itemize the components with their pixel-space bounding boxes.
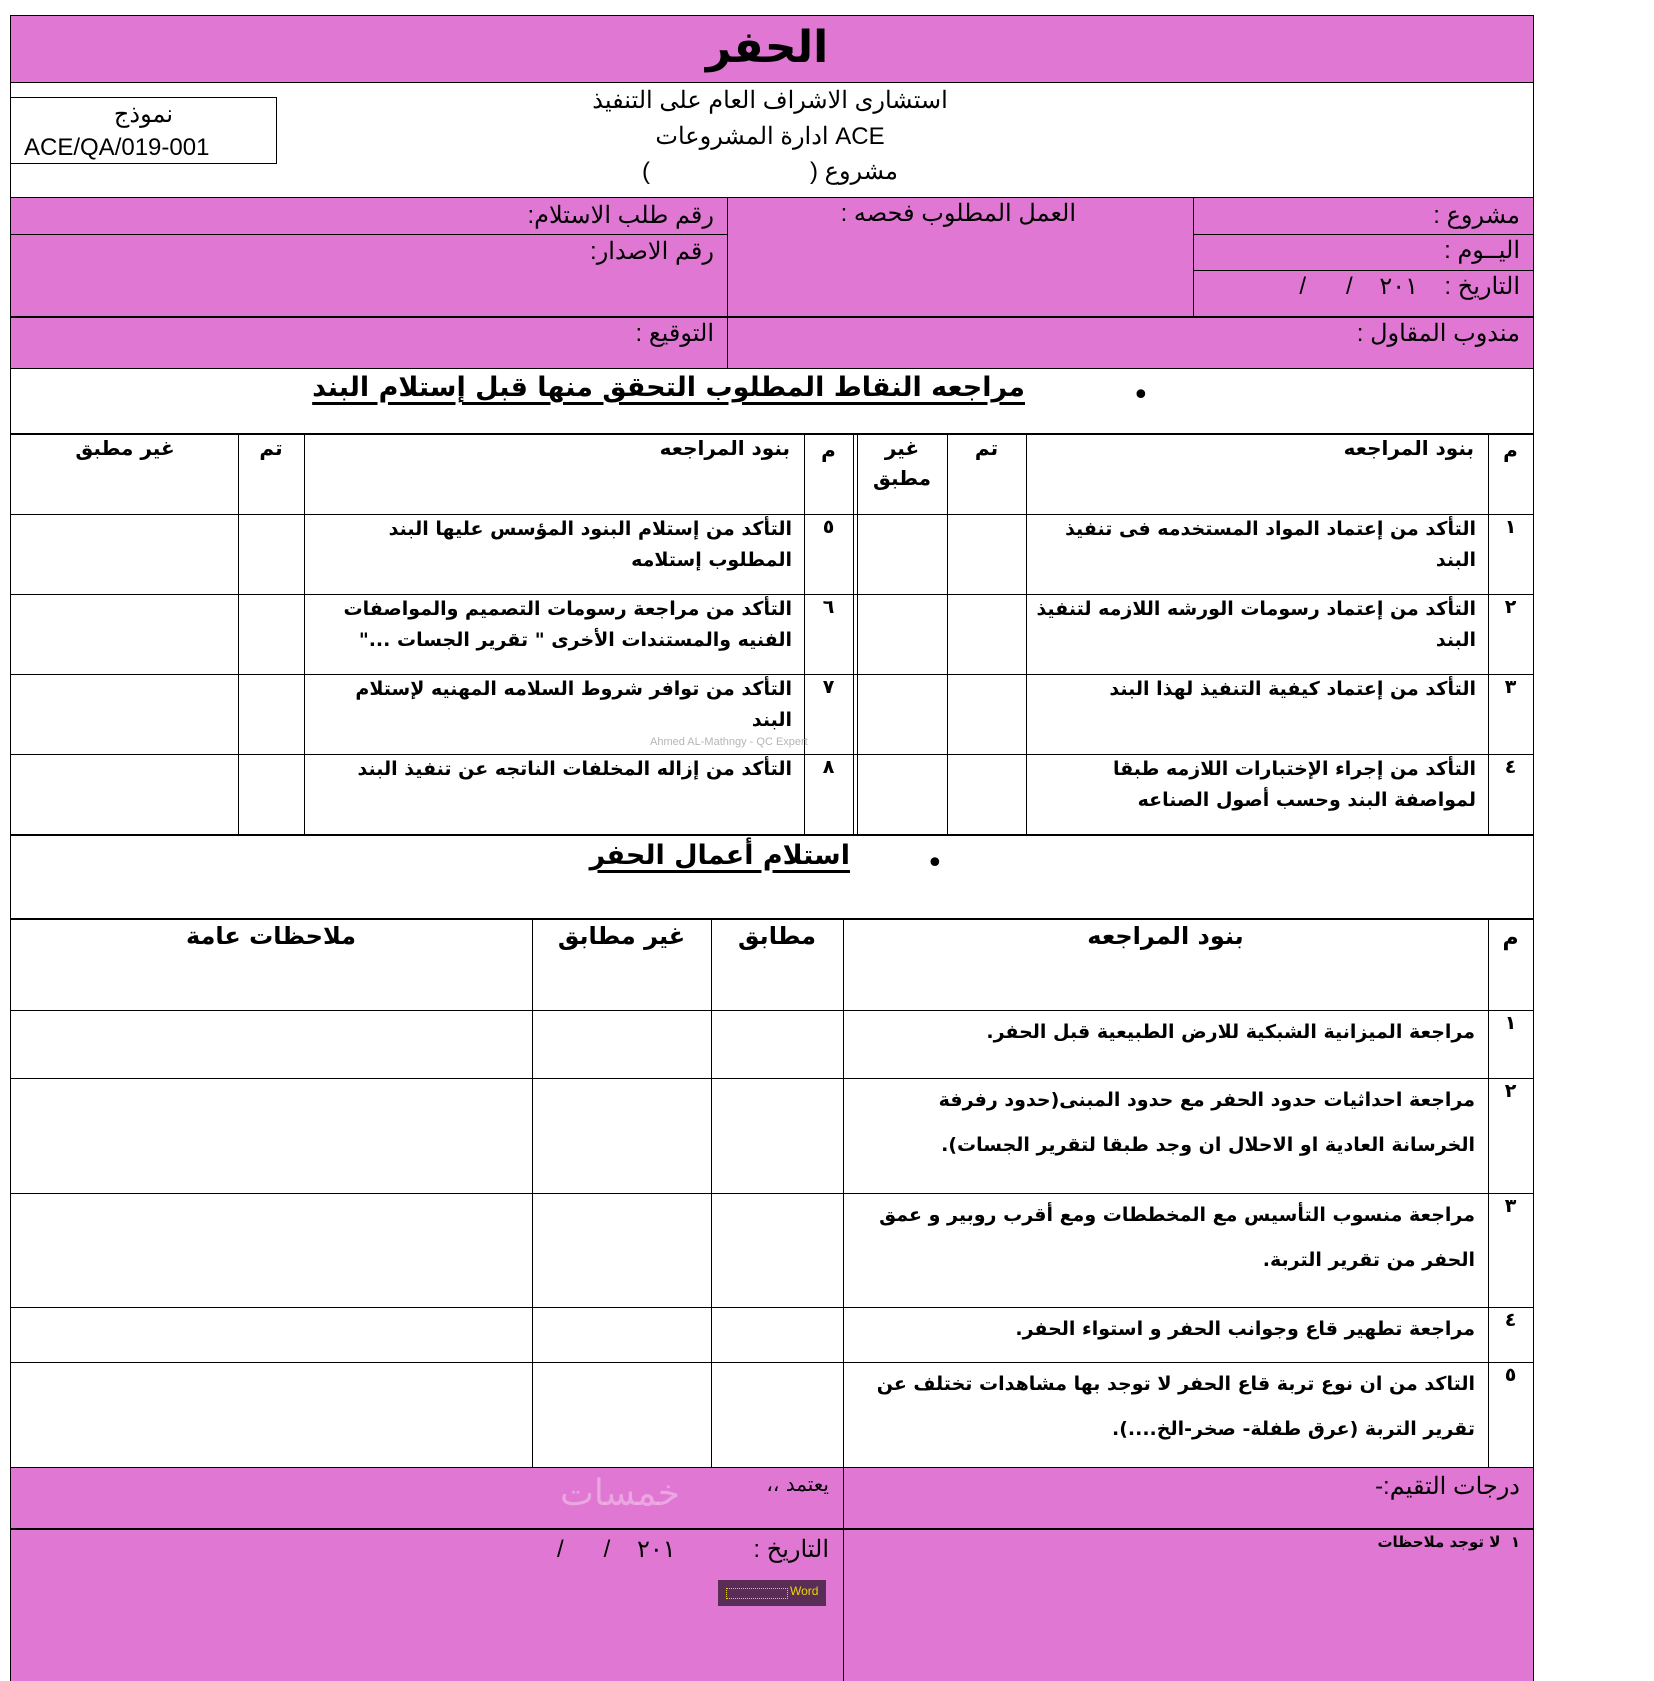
t1-row-done-cell[interactable]	[239, 515, 303, 593]
issue-no-label: رقم الاصدار:	[590, 238, 714, 265]
section2-title: استلام أعمال الحفر	[589, 840, 850, 871]
t1-right-header-not-applicable-line2: مطبق	[872, 466, 932, 490]
t1-row-text: التأكد من إجراء الإختبارات اللازمه طبقا لمواصفة البند وحسب أصول الصناعه	[1112, 758, 1476, 811]
t2-row-text: مراجعة الميزانية الشبكية للارض الطبيعية قبل الحفر.	[986, 1021, 1475, 1043]
word-badge-label: Word	[790, 1584, 819, 1598]
t2-row-notes-cell[interactable]	[11, 1194, 531, 1306]
footer-overlay-watermark: خمسات	[560, 1473, 681, 1514]
date-field-value[interactable]: / / ٢٠١	[1299, 273, 1418, 300]
t2-row-number: ٤	[1504, 1309, 1517, 1331]
day-field-label: اليــوم :	[1444, 237, 1520, 264]
t1-row-text: التأكد من إزاله المخلفات الناتجه عن تنفيذ البند	[357, 758, 792, 780]
approved-label: يعتمد ،،	[766, 1472, 829, 1496]
t2-row-compliant-cell[interactable]	[712, 1363, 842, 1467]
t2-header-no: م	[1502, 926, 1519, 951]
contractor-rep-label: مندوب المقاول :	[1356, 320, 1520, 347]
project-field-label: مشروع :	[1433, 202, 1520, 229]
t2-row-number: ٢	[1504, 1080, 1517, 1102]
t1-left-header-no: م	[821, 438, 836, 462]
t1-right-header-done: تم	[974, 436, 999, 460]
receipt-request-no-label: رقم طلب الاستلام:	[527, 202, 714, 229]
section1-bullet: •	[1132, 378, 1150, 413]
author-watermark: Ahmed AL-Mathngy - QC Expert	[650, 736, 808, 748]
t1-left-header-items: بنود المراجعه	[659, 436, 790, 460]
t2-row-text: مراجعة تطهير قاع وجوانب الحفر و استواء الحفر.	[1015, 1318, 1475, 1340]
t2-row-text: مراجعة احداثيات حدود الحفر مع حدود المبنى(حدود رفرفة الخرسانة العادية او الاحلال ان وجد طبقا لتقرير الجسات).	[938, 1089, 1475, 1156]
t1-row-number: ١	[1504, 516, 1517, 538]
t1-row-not-applicable-cell[interactable]	[11, 675, 237, 753]
grade-1: ١ لا توجد ملاحظات	[1377, 1533, 1520, 1551]
t2-row-notes-cell[interactable]	[11, 1011, 531, 1077]
t1-right-header-not-applicable-line1: غير	[884, 436, 920, 460]
t1-row-number: ٣	[1504, 676, 1517, 698]
page-title: الحفر	[705, 22, 829, 73]
t2-row-non-compliant-cell[interactable]	[533, 1308, 710, 1361]
word-badge-boxes-icon	[726, 1588, 788, 1599]
t1-row-not-applicable-cell[interactable]	[11, 595, 237, 673]
t2-row-non-compliant-cell[interactable]	[533, 1194, 710, 1306]
project-line: مشروع ( )	[641, 158, 899, 185]
t1-row-number: ٨	[822, 756, 835, 778]
t1-row-number: ٥	[822, 516, 835, 538]
form-code-box	[10, 97, 277, 164]
form-label: نموذج	[113, 101, 174, 128]
footer-date-label: التاريخ :	[753, 1536, 829, 1563]
t1-row-not-applicable-cell[interactable]	[11, 755, 237, 833]
word-badge	[718, 1580, 826, 1606]
t1-right-header-no: م	[1503, 438, 1518, 462]
consultant-line: استشارى الاشراف العام على التنفيذ	[592, 87, 948, 114]
t1-row-number: ٧	[822, 676, 835, 698]
t1-row-done-cell[interactable]	[948, 515, 1025, 593]
t1-row-done-cell[interactable]	[948, 675, 1025, 753]
footer-date-value[interactable]: / / ٢٠١	[557, 1536, 676, 1563]
t1-right-header-items: بنود المراجعه	[1343, 436, 1474, 460]
t2-row-notes-cell[interactable]	[11, 1079, 531, 1192]
t2-row-non-compliant-cell[interactable]	[533, 1079, 710, 1192]
t1-row-text: التأكد من مراجعة رسومات التصميم والمواصفات الفنيه والمستندات الأخرى " تقرير الجسات ..."	[343, 598, 792, 651]
t1-row-done-cell[interactable]	[239, 595, 303, 673]
t1-row-done-cell[interactable]	[239, 675, 303, 753]
section2-bullet: •	[926, 846, 944, 881]
t2-row-number: ٥	[1504, 1364, 1517, 1386]
t1-left-header-done: تم	[259, 436, 283, 460]
signature-label: التوقيع :	[635, 320, 714, 347]
section1-title: مراجعه النقاط المطلوب التحقق منها قبل إستلام البند	[312, 372, 1025, 403]
t2-row-non-compliant-cell[interactable]	[533, 1363, 710, 1467]
form-code: ACE/QA/019-001	[24, 134, 210, 161]
t1-row-done-cell[interactable]	[948, 595, 1025, 673]
t2-row-compliant-cell[interactable]	[712, 1079, 842, 1192]
t1-row-number: ٦	[822, 596, 835, 618]
t2-row-compliant-cell[interactable]	[712, 1011, 842, 1077]
t1-row-text: التأكد من إستلام البنود المؤسس عليها البند المطلوب إستلامه	[388, 518, 792, 571]
footer-band	[10, 1467, 1534, 1681]
t2-row-compliant-cell[interactable]	[712, 1194, 842, 1306]
t1-row-not-applicable-cell[interactable]	[858, 755, 946, 833]
t2-row-text: مراجعة منسوب التأسيس مع المخططات ومع أقرب روبير و عمق الحفر من تقرير التربة.	[879, 1204, 1475, 1271]
t2-header-notes: ملاحظات عامة	[185, 922, 357, 950]
t1-row-done-cell[interactable]	[239, 755, 303, 833]
grades-label: درجات التقيم:-	[1375, 1473, 1520, 1500]
t2-row-notes-cell[interactable]	[11, 1363, 531, 1467]
t2-row-number: ١	[1504, 1012, 1517, 1034]
t2-header-compliant: مطابق	[738, 922, 816, 950]
t2-row-text: التاكد من ان نوع تربة قاع الحفر لا توجد بها مشاهدات تختلف عن تقرير التربة (عرق طفلة- صخر-الخ....).	[876, 1373, 1475, 1440]
t2-row-non-compliant-cell[interactable]	[533, 1011, 710, 1077]
t2-row-notes-cell[interactable]	[11, 1308, 531, 1361]
t1-row-text: التأكد من إعتماد كيفية التنفيذ لهذا البند	[1109, 678, 1476, 700]
t1-row-not-applicable-cell[interactable]	[11, 515, 237, 593]
t1-row-text: التأكد من إعتماد المواد المستخدمه فى تنفيذ البند	[1065, 518, 1476, 571]
t1-row-not-applicable-cell[interactable]	[858, 675, 946, 753]
date-field-label: التاريخ :	[1444, 273, 1520, 300]
t1-row-text: التأكد من إعتماد رسومات الورشه اللازمه لتنفيذ البند	[1036, 598, 1476, 651]
t1-left-header-not-applicable: غير مطبق	[75, 436, 175, 460]
t1-row-number: ٤	[1504, 756, 1517, 778]
department-line: ACE ادارة المشروعات	[655, 123, 885, 150]
t2-row-number: ٣	[1504, 1195, 1517, 1217]
t1-row-text: التأكد من توافر شروط السلامه المهنيه لإستلام البند	[355, 678, 792, 731]
t1-row-not-applicable-cell[interactable]	[858, 515, 946, 593]
t1-row-done-cell[interactable]	[948, 755, 1025, 833]
t2-header-items: بنود المراجعه	[1087, 922, 1244, 950]
t1-row-not-applicable-cell[interactable]	[858, 595, 946, 673]
t2-row-compliant-cell[interactable]	[712, 1308, 842, 1361]
t2-header-non-compliant: غير مطابق	[557, 922, 686, 950]
t1-row-number: ٢	[1504, 596, 1517, 618]
work-to-inspect-label: العمل المطلوب فحصه :	[840, 200, 1076, 227]
